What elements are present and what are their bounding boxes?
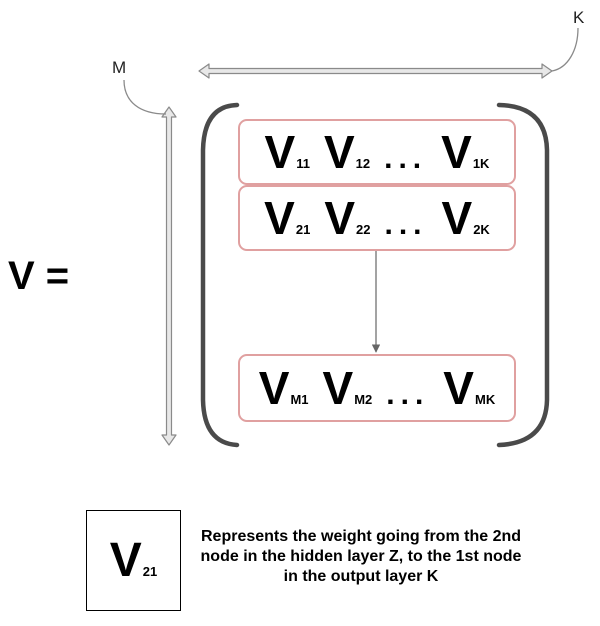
matrix-row-m bbox=[238, 354, 516, 422]
matrix-cell: V MK bbox=[443, 361, 496, 414]
m-label: M bbox=[112, 58, 127, 77]
ellipsis: ... bbox=[386, 377, 430, 411]
matrix-cell: V 1K bbox=[441, 125, 490, 178]
k-pointer-curve bbox=[552, 28, 578, 71]
matrix-row-2 bbox=[238, 185, 516, 251]
horizontal-dimension-arrow bbox=[199, 64, 552, 78]
legend-symbol: V 21 bbox=[109, 533, 158, 587]
matrix-cell: V 12 bbox=[323, 125, 371, 178]
m-pointer-curve bbox=[124, 80, 166, 114]
matrix-cell: V 22 bbox=[324, 191, 371, 244]
matrix-cell: V M1 bbox=[258, 361, 309, 414]
vertical-dimension-arrow bbox=[162, 107, 176, 445]
matrix-cell: V 2K bbox=[441, 191, 490, 244]
matrix-cell: V 11 bbox=[264, 125, 310, 178]
k-label: K bbox=[573, 8, 585, 27]
matrix-row-1 bbox=[238, 119, 516, 185]
ellipsis: ... bbox=[384, 141, 428, 175]
legend-symbol-box bbox=[86, 510, 181, 611]
matrix-cell: V 21 bbox=[264, 191, 311, 244]
equation-label: V = bbox=[8, 254, 70, 298]
ellipsis: ... bbox=[384, 207, 428, 241]
left-bracket bbox=[203, 105, 237, 445]
legend-description: Represents the weight going from the 2nd node in the hidden layer Z, to the 1st node in the output layer K bbox=[200, 528, 522, 585]
matrix-cell: V M2 bbox=[322, 361, 373, 414]
